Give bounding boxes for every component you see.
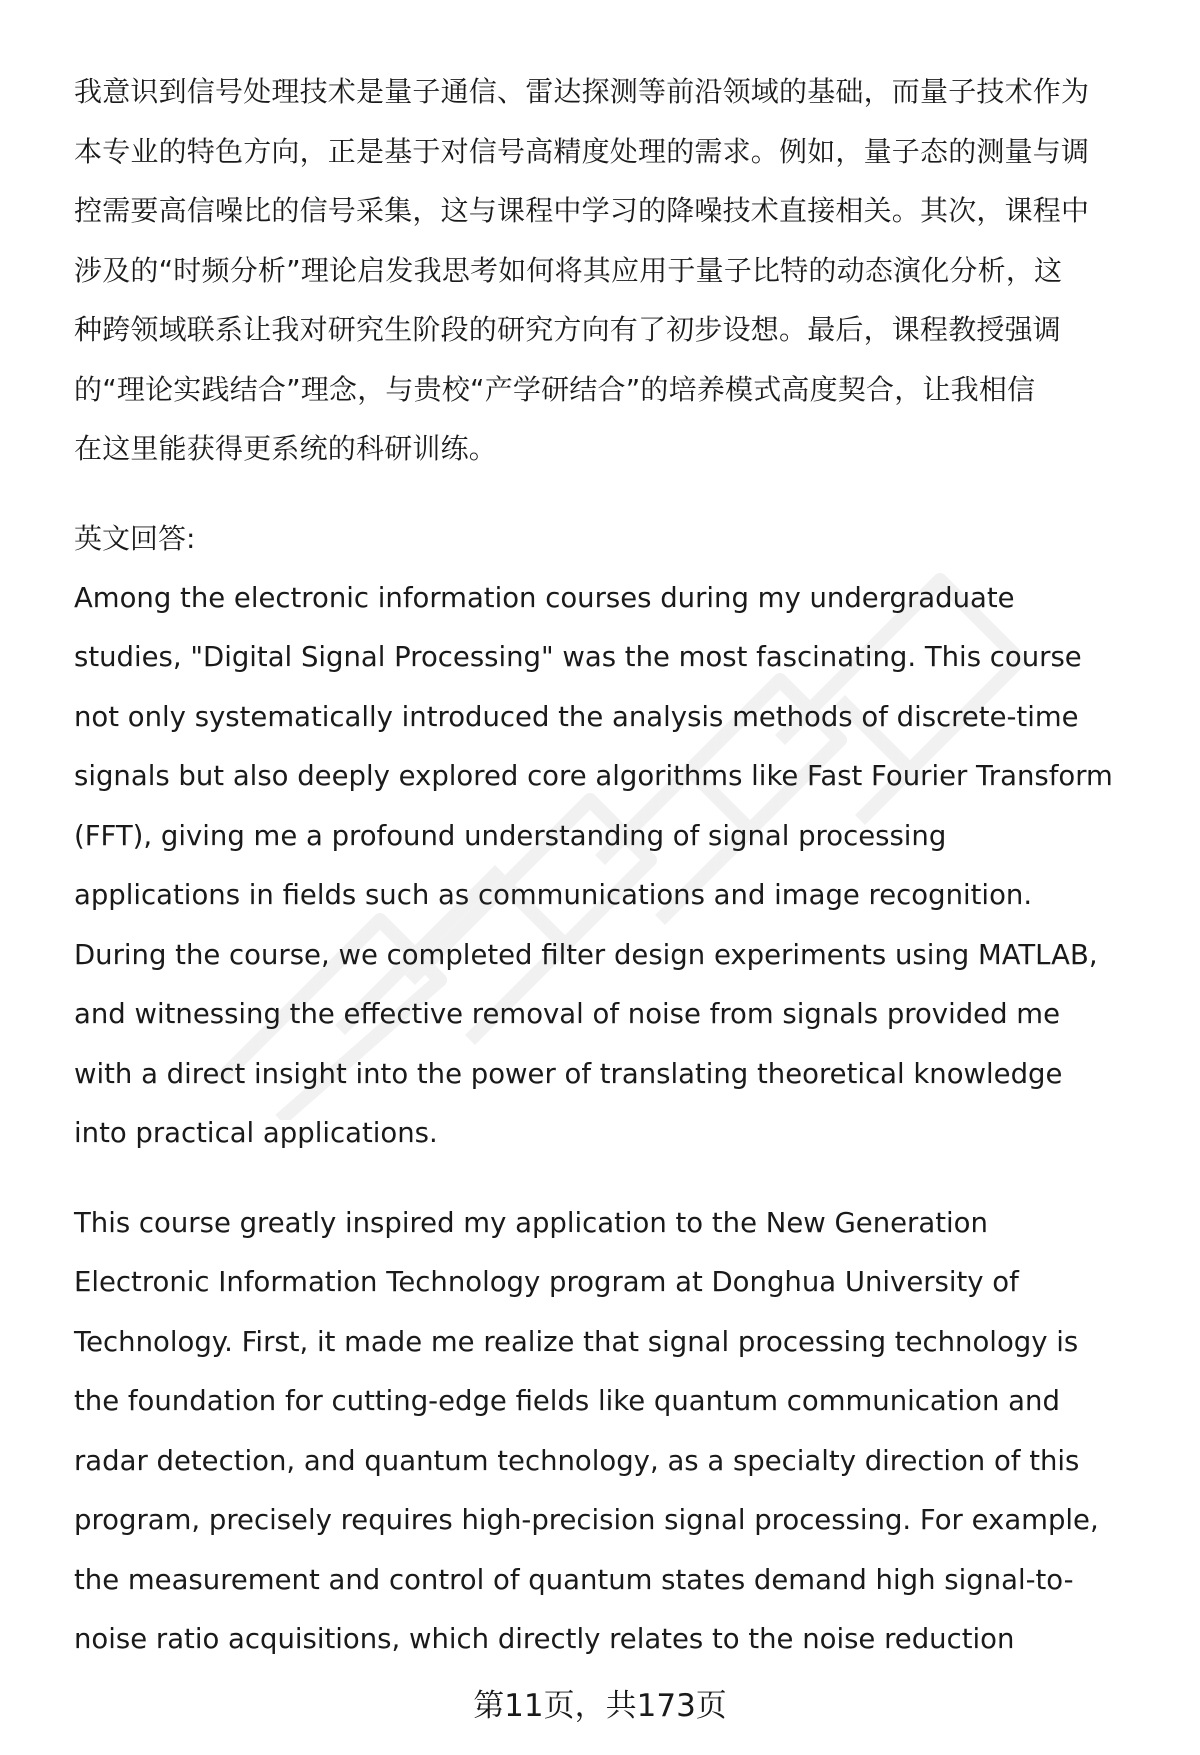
text-line: the foundation for cutting-edge fields like quantum communication and: [74, 1385, 1060, 1417]
text-line: 涉及的“时频分析”理论启发我思考如何将其应用于量子比特的动态演化分析，这: [74, 253, 1063, 287]
text-line: 控需要高信噪比的信号采集，这与课程中学习的降噪技术直接相关。其次，课程中: [74, 194, 1090, 227]
text-line: 种跨领域联系让我对研究生阶段的研究方向有了初步设想。最后，课程教授强调: [74, 313, 1062, 346]
text-line: 我意识到信号处理技术是量子通信、雷达探测等前沿领域的基础，而量子技术作为: [74, 75, 1090, 108]
text-line: Electronic Information Technology program at Donghua University of: [74, 1266, 1019, 1298]
english-paragraph-2: [74, 1194, 1154, 1670]
paragraph-gap: [74, 479, 1154, 509]
text-line: Among the electronic information courses during my undergraduate: [74, 581, 1015, 614]
english-paragraph-1: [74, 569, 1154, 1164]
text-line: radar detection, and quantum technology, as a specialty direction of this: [74, 1444, 1080, 1477]
text-line: with a direct insight into the power of translating theoretical knowledge: [74, 1057, 1063, 1090]
paragraph-gap: [74, 1164, 1154, 1194]
english-answer-heading: 英文回答:: [74, 521, 196, 555]
text-line: program, precisely requires high-precision signal processing. For example,: [74, 1504, 1099, 1536]
text-line: 本专业的特色方向，正是基于对信号高精度处理的需求。例如，量子态的测量与调: [74, 134, 1090, 168]
text-line: 在这里能获得更系统的科研训练。: [74, 432, 498, 465]
text-line: applications in fields such as communications and image recognition.: [74, 879, 1033, 911]
text-line: not only systematically introduced the analysis methods of discrete-time: [74, 700, 1079, 733]
text-line: and witnessing the effective removal of noise from signals provided me: [74, 998, 1060, 1030]
text-line: During the course, we completed filter design experiments using MATLAB,: [74, 938, 1098, 971]
text-line: (FFT), giving me a profound understanding of signal processing: [74, 819, 947, 852]
text-line: studies, "Digital Signal Processing" was the most fascinating. This course: [74, 641, 1082, 673]
text-line: into practical applications.: [74, 1117, 438, 1149]
text-line: the measurement and control of quantum states demand high signal-to-: [74, 1563, 1074, 1596]
text-line: signals but also deeply explored core algorithms like Fast Fourier Transform: [74, 760, 1113, 792]
text-line: Technology. First, it made me realize that signal processing technology is: [74, 1325, 1079, 1358]
text-line: 的“理论实践结合”理念，与贵校“产学研结合”的培养模式高度契合，让我相信: [74, 372, 1036, 406]
page-number-footer: 第11页，共173页: [473, 1688, 727, 1724]
text-line: This course greatly inspired my application to the New Generation: [74, 1206, 988, 1239]
text-line: noise ratio acquisitions, which directly relates to the noise reduction: [74, 1623, 1015, 1655]
document-body: [74, 62, 1154, 1670]
chinese-paragraph: [74, 62, 1154, 479]
